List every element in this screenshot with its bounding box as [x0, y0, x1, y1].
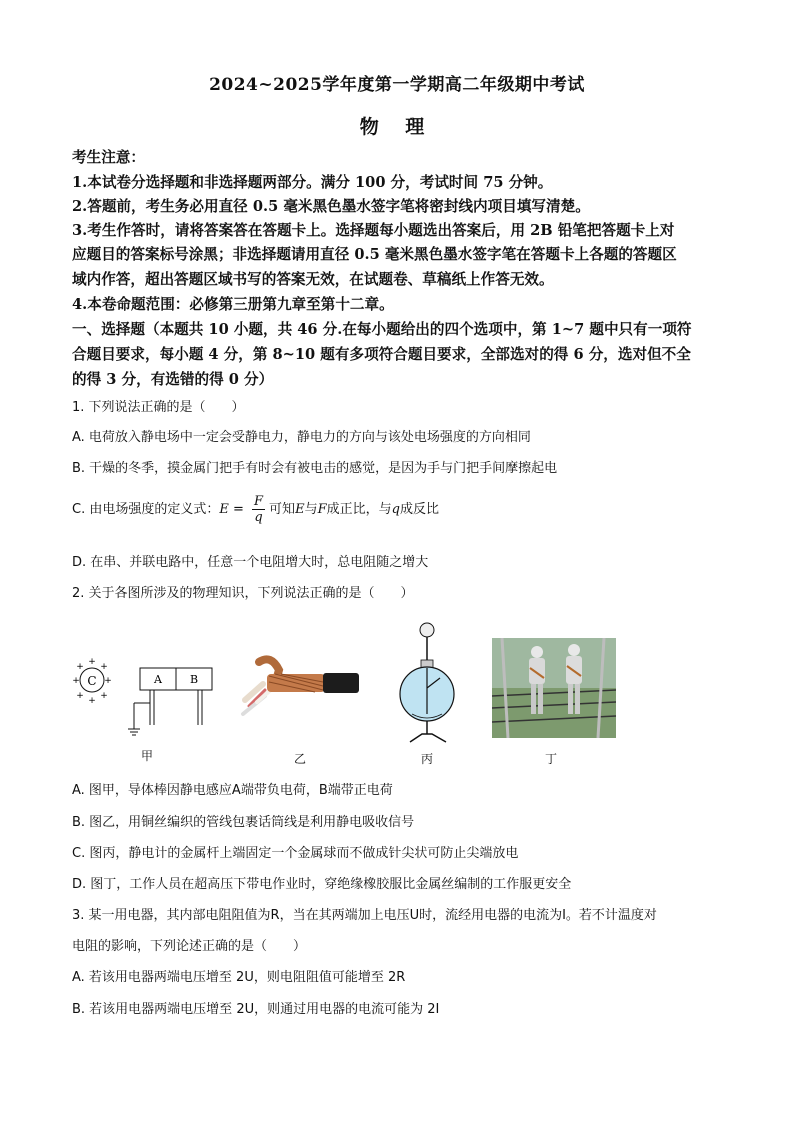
fraction-denominator: q: [254, 510, 263, 525]
figure-bing: [390, 618, 470, 748]
q1-option-a: A. 电荷放入静电场中一定会受静电力，静电力的方向与该处电场强度的方向相同: [72, 430, 531, 445]
svg-text:A: A: [154, 673, 162, 686]
q1-option-c-text2: 与: [304, 502, 318, 517]
formula-fraction: [252, 494, 265, 525]
charged-sphere: [72, 657, 112, 706]
shielded-cable: [243, 659, 359, 714]
q2-option-b: B. 图乙，用铜丝编织的管线包裹话筒线是利用静电吸收信号: [72, 815, 415, 830]
var-e: E: [295, 502, 305, 517]
section1-line-1: 一、选择题（本题共 10 小题，共 46 分.在每小题给出的四个选项中，第 1~7 题中只有一项符: [72, 321, 692, 338]
q1-option-b: B. 干燥的冬季，摸金属门把手有时会有被电击的感觉，是因为手与门把手间摩擦起电: [72, 461, 558, 476]
subject-title: 物 理: [359, 116, 435, 138]
notice-item-1: 1.本试卷分选择题和非选择题两部分。满分 100 分，考试时间 75 分钟。: [72, 174, 553, 191]
notice-item-3: 3.考生作答时，请将答案答在答题卡上。选择题每小题选出答案后，用 2B 铅笔把答题卡上对: [72, 222, 675, 239]
section1-line-3: 的得 3 分，有选错的得 0 分）: [72, 371, 274, 388]
q3-option-a: A. 若该用电器两端电压增至 2U，则电阻阻值可能增至 2R: [72, 970, 406, 985]
conductor-rod: [128, 668, 212, 735]
svg-text:+: +: [76, 691, 84, 701]
q1-stem: 1. 下列说法正确的是（ ）: [72, 400, 245, 415]
notice-item-4: 4.本卷命题范围：必修第三册第九章至第十二章。: [72, 296, 394, 313]
q3-stem-line-2: 电阻的影响，下列论述正确的是（ ）: [72, 939, 307, 954]
figure-label-ding: 丁: [545, 752, 558, 766]
q1-option-c-text3: 成正比，与: [326, 502, 392, 517]
svg-text:B: B: [189, 673, 199, 686]
q3-stem-line-1: 3. 某一用电器，其内部电阻阻值为R，当在其两端加上电压U时，流经用电器的电流为I。若不计温度对: [72, 908, 657, 923]
q1-option-c: [72, 494, 439, 525]
q2-option-a: A. 图甲，导体棒因静电感应A端带负电荷，B端带正电荷: [72, 783, 393, 798]
figure-ding-photo: [492, 638, 616, 738]
notice-item-3-cont: 应题目的答案标号涂黑；非选择题请用直径 0.5 毫米黑色墨水签字笔在答题卡上各题的答题区: [72, 246, 677, 263]
figure-label-bing: 丙: [421, 752, 434, 766]
figure-label-jia: 甲: [141, 749, 154, 763]
q1-option-c-prefix: C. 由电场强度的定义式：: [72, 502, 220, 517]
svg-text:+: +: [76, 662, 84, 672]
live-line-work-photo: [492, 638, 616, 738]
svg-text:+: +: [72, 676, 80, 686]
section1-line-2: 合题目要求，每小题 4 分，第 8~10 题有多项符合题目要求，全部选对的得 6 分，选对但不全: [72, 346, 691, 363]
q1-option-d: D. 在串、并联电路中，任意一个电阻增大时，总电阻随之增大: [72, 555, 429, 570]
notice-item-2: 2.答题前，考生务必用直径 0.5 毫米黑色墨水签字笔将密封线内项目填写清楚。: [72, 198, 590, 215]
svg-text:+: +: [88, 657, 96, 667]
q2-stem: 2. 关于各图所涉及的物理知识，下列说法正确的是（ ）: [72, 586, 414, 601]
svg-text:+: +: [104, 676, 112, 686]
q1-option-c-text4: 成反比: [399, 502, 439, 517]
formula-e: E: [219, 502, 229, 517]
q1-option-c-text1: 可知: [269, 502, 296, 517]
fraction-numerator: F: [254, 494, 264, 509]
svg-text:+: +: [100, 691, 108, 701]
figure-yi: [235, 640, 365, 730]
svg-text:C: C: [87, 674, 97, 688]
svg-text:+: +: [100, 662, 108, 672]
q2-option-d: D. 图丁，工作人员在超高压下带电作业时，穿绝缘橡胶服比金属丝编制的工作服更安全: [72, 877, 572, 892]
exam-title: 2024~2025学年度第一学期高二年级期中考试: [209, 75, 585, 95]
svg-text:+: +: [88, 696, 96, 706]
formula-equals: =: [228, 502, 249, 517]
notice-heading: 考生注意：: [72, 149, 145, 166]
var-f: F: [317, 502, 327, 517]
electroscope: [400, 623, 454, 742]
q3-option-b: B. 若该用电器两端电压增至 2U，则通过用电器的电流可能为 2I: [72, 1002, 440, 1017]
q2-option-c: C. 图丙，静电计的金属杆上端固定一个金属球而不做成针尖状可防止尖端放电: [72, 846, 519, 861]
var-q: q: [391, 502, 400, 517]
figure-label-yi: 乙: [294, 752, 307, 766]
notice-item-3-cont2: 域内作答，超出答题区域书写的答案无效，在试题卷、草稿纸上作答无效。: [72, 271, 554, 288]
